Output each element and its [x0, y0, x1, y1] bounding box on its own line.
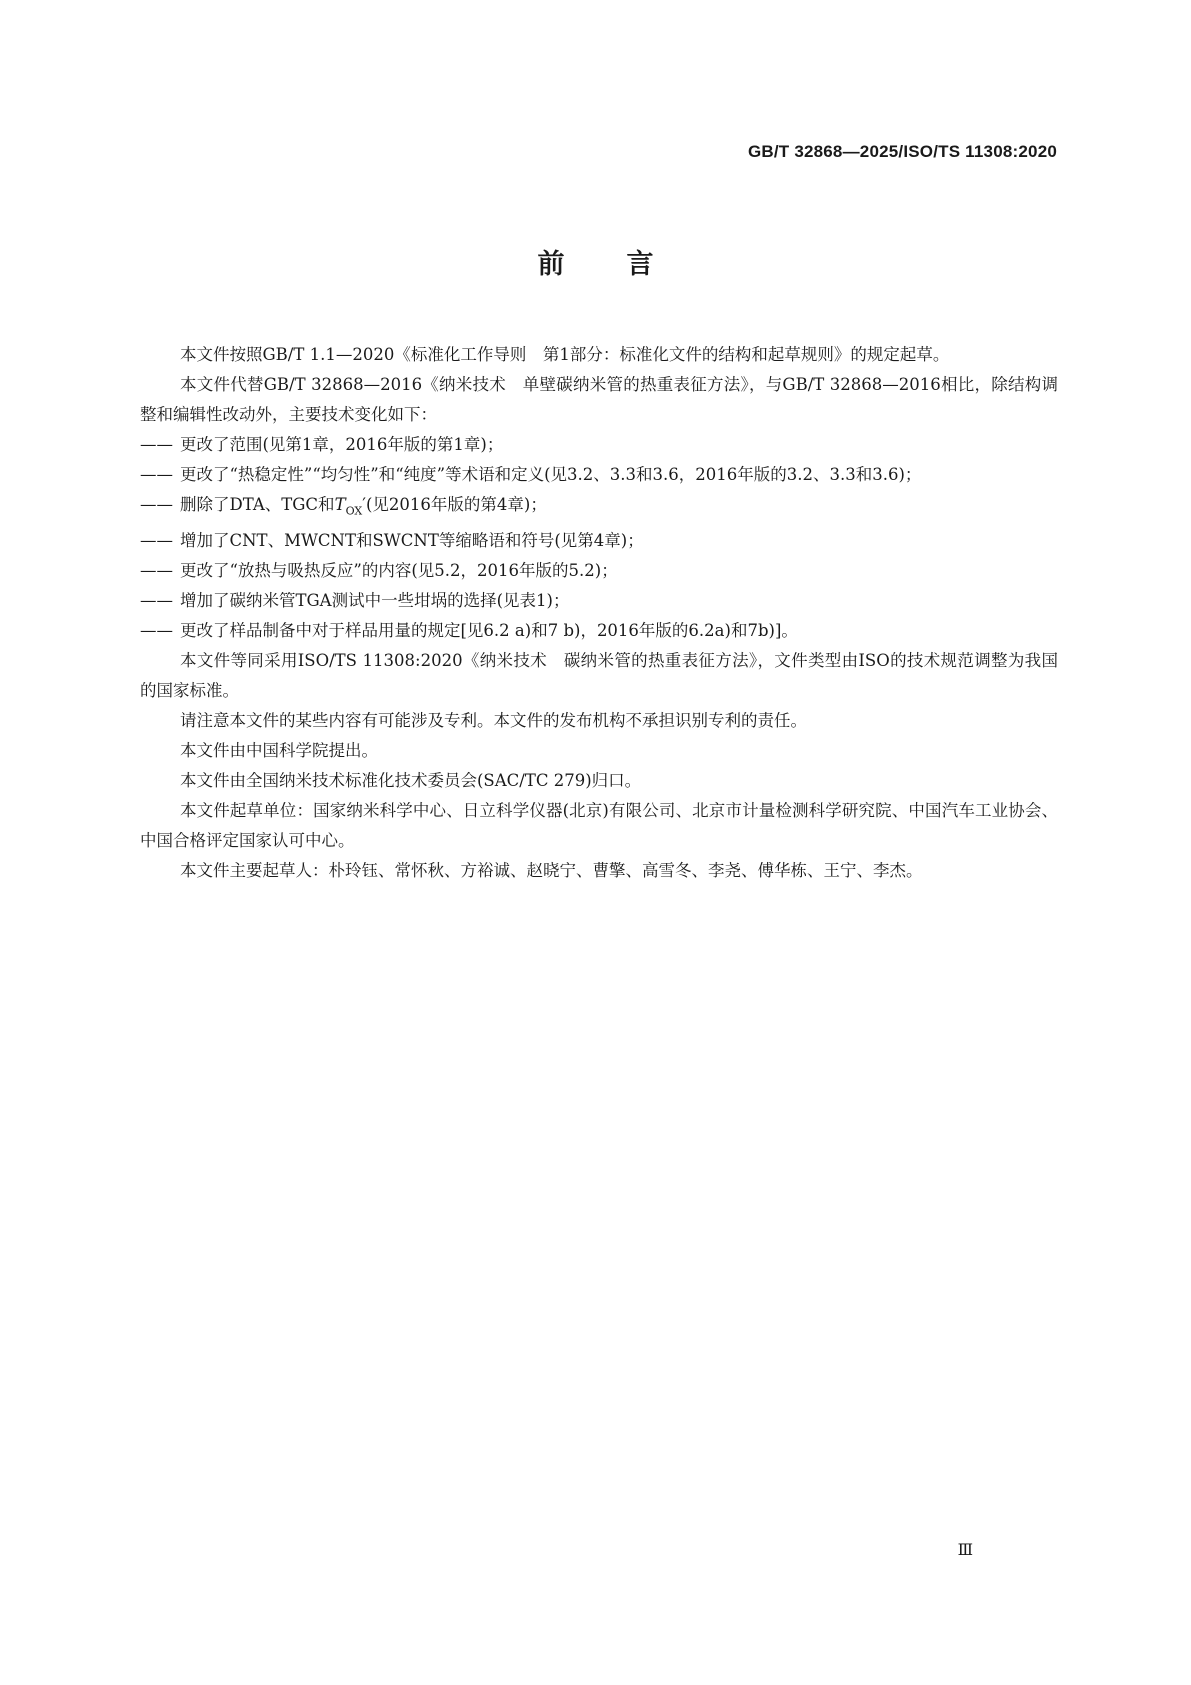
paragraph-drafting-basis: 本文件按照GB/T 1.1—2020《标准化工作导则 第1部分：标准化文件的结构和起草规则》的规定起草。	[180, 345, 950, 364]
change-item	[140, 556, 1058, 586]
dash-marker: ——	[140, 561, 173, 581]
dash-marker: ——	[140, 531, 173, 551]
page-title: 前言	[537, 249, 716, 280]
change-item	[140, 490, 1058, 526]
change-text: 更改了样品制备中对于样品用量的规定[见6.2 a)和7 b)，2016年版的6.2a)和7b)]。	[180, 621, 798, 641]
change-text: 更改了“热稳定性”“均匀性”和“纯度”等术语和定义(见3.2、3.3和3.6，2016年版的3.2、3.3和3.6)；	[180, 465, 922, 484]
paragraph-patent-notice: 请注意本文件的某些内容有可能涉及专利。本文件的发布机构不承担识别专利的责任。	[180, 711, 807, 731]
dash-marker: ——	[140, 465, 173, 484]
change-item	[140, 430, 1058, 460]
dash-marker: ——	[140, 621, 173, 641]
dash-marker: ——	[140, 591, 173, 611]
paragraph-proposer: 本文件由中国科学院提出。	[180, 741, 378, 761]
change-text: 更改了“放热与吸热反应”的内容(见5.2，2016年版的5.2)；	[180, 561, 618, 581]
change-text: 更改了范围(见第1章，2016年版的第1章)；	[180, 435, 504, 454]
symbol-t: T	[334, 495, 346, 514]
page-number: Ⅲ	[957, 1540, 973, 1559]
foreword-body	[140, 340, 1058, 886]
change-item	[140, 616, 1058, 646]
paragraph-adoption: 本文件等同采用ISO/TS 11308:2020《纳米技术 碳纳米管的热重表征方法》，文件类型由ISO的技术规范调整为我国的国家标准。	[140, 651, 1058, 701]
paragraph-committee: 本文件由全国纳米技术标准化技术委员会(SAC/TC 279)归口。	[180, 771, 642, 791]
paragraph-replacement: 本文件代替GB/T 32868—2016《纳米技术 单壁碳纳米管的热重表征方法》，与GB/T 32868—2016相比，除结构调整和编辑性改动外，主要技术变化如下：	[140, 375, 1058, 424]
dash-marker: ——	[140, 435, 173, 454]
change-text: 增加了碳纳米管TGA测试中一些坩埚的选择(见表1)；	[180, 591, 570, 611]
change-text-after: ′(见2016年版的第4章)；	[362, 495, 547, 514]
change-text: 增加了CNT、MWCNT和SWCNT等缩略语和符号(见第4章)；	[180, 531, 644, 551]
dash-marker: ——	[140, 495, 173, 514]
paragraph-drafters: 本文件主要起草人：朴玲钰、常怀秋、方裕诚、赵晓宁、曹擎、高雪冬、李尧、傅华栋、王宁、李杰。	[180, 861, 923, 881]
change-text-before: 删除了DTA、TGC和	[180, 495, 335, 514]
symbol-subscript: OX	[345, 504, 363, 518]
change-item	[140, 586, 1058, 616]
change-item	[140, 526, 1058, 556]
standard-number: GB/T 32868—2025/ISO/TS 11308:2020	[747, 142, 1057, 161]
paragraph-drafting-units: 本文件起草单位：国家纳米科学中心、日立科学仪器(北京)有限公司、北京市计量检测科学研究院、中国汽车工业协会、中国合格评定国家认可中心。	[140, 801, 1058, 851]
change-item	[140, 460, 1058, 490]
